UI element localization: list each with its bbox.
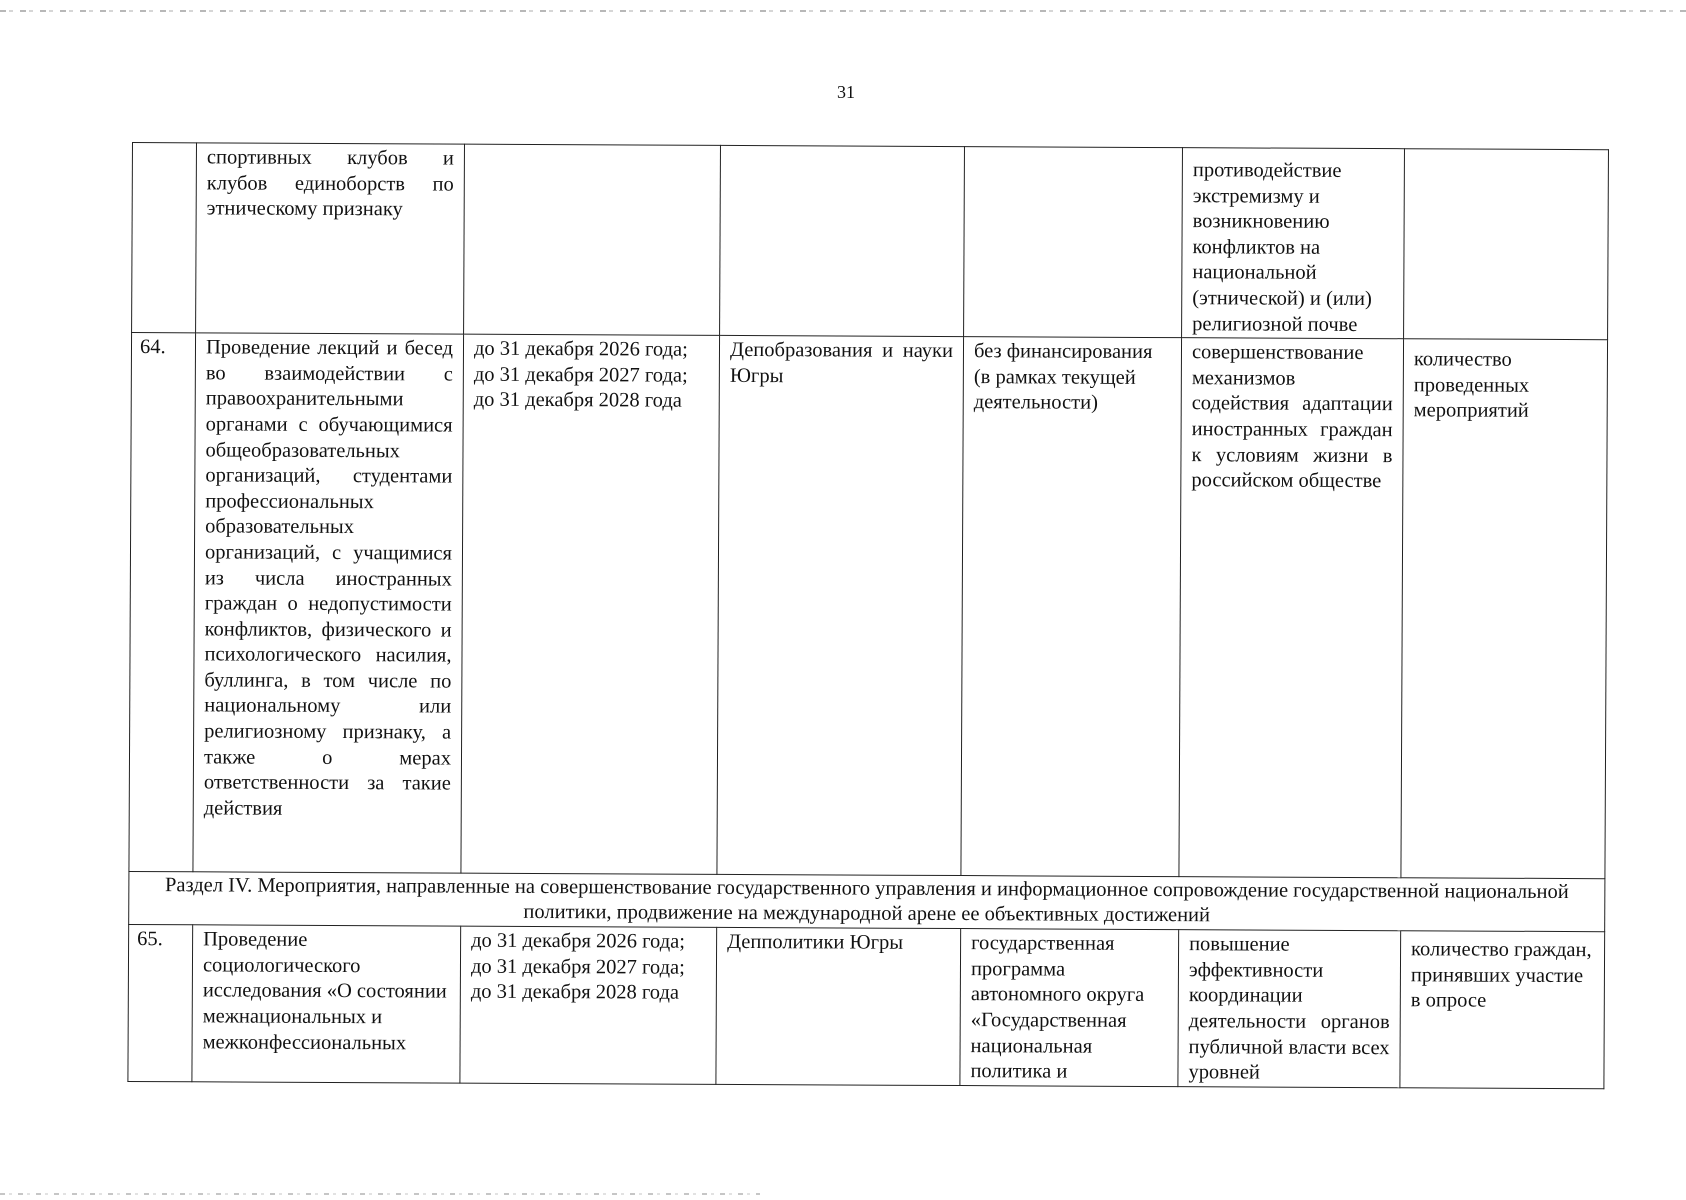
row-number-cell: 65. bbox=[128, 925, 193, 1082]
row-number-cell: 64. bbox=[129, 333, 196, 872]
table-row bbox=[128, 925, 1605, 1089]
section-row bbox=[129, 872, 1605, 932]
financing-cell: государственная программа автономного округа «Государственная национальная политика и bbox=[960, 929, 1179, 1087]
executor-cell: Депполитики Югры bbox=[716, 928, 961, 1086]
scan-edge-bottom bbox=[0, 1193, 760, 1195]
financing-cell bbox=[964, 147, 1183, 338]
executor-cell: Депобразования и науки Югры bbox=[717, 336, 964, 876]
result-cell: повышение эффективности координации деятельности органов публичной власти всех уровней bbox=[1178, 930, 1401, 1088]
page-number: 31 bbox=[837, 82, 855, 102]
deadline-cell: до 31 декабря 2026 года; до 31 декабря 2027 года; до 31 декабря 2028 года bbox=[460, 926, 717, 1084]
scan-edge-top bbox=[0, 10, 1686, 12]
section-heading: Раздел IV. Мероприятия, направленные на совершенствование государственного управления и информационное сопровождение государственной национальной политики, продвижение на международной арене ее объективных достижений bbox=[129, 872, 1605, 932]
indicator-cell: количество граждан, принявших участие в опросе bbox=[1400, 931, 1605, 1089]
indicator-cell bbox=[1404, 149, 1609, 340]
result-cell: противодействие экстремизму и возникновению конфликтов на национальной (этнической) и (или) религиозной почве bbox=[1182, 148, 1405, 339]
table-row bbox=[129, 333, 1608, 879]
financing-cell: без финансирования (в рамках текущей деятельности) bbox=[961, 337, 1182, 877]
document-table-container bbox=[127, 142, 1608, 1089]
indicator-cell: количество проведенных мероприятий bbox=[1401, 339, 1608, 879]
row-number-cell bbox=[132, 143, 197, 333]
event-cell: спортивных клубов и клубов единоборств по этническому признаку bbox=[196, 143, 465, 334]
result-cell: совершенствование механизмов содействия адаптации иностранных граждан к условиям жизни в российском обществе bbox=[1179, 338, 1404, 878]
event-cell: Проведение лекций и бесед во взаимодействии с правоохранительными органами с обучающимися общеобразовательных организаций, студентами профессиональных образовательных организаций, с учащимися из числа иностранных граждан о недопустимости конфликтов, физического и психологического насилия, буллинга, в том числе по национальному или религиозному признаку, а также о мерах ответственности за такие действия bbox=[193, 333, 464, 873]
deadline-cell: до 31 декабря 2026 года; до 31 декабря 2027 года; до 31 декабря 2028 года bbox=[461, 334, 720, 874]
executor-cell bbox=[720, 145, 965, 336]
measures-table bbox=[127, 142, 1609, 1089]
deadline-cell bbox=[464, 144, 721, 335]
table-row bbox=[132, 143, 1609, 340]
event-cell: Проведение социологического исследования «О состоянии межнациональных и межконфессиональных bbox=[192, 925, 461, 1083]
